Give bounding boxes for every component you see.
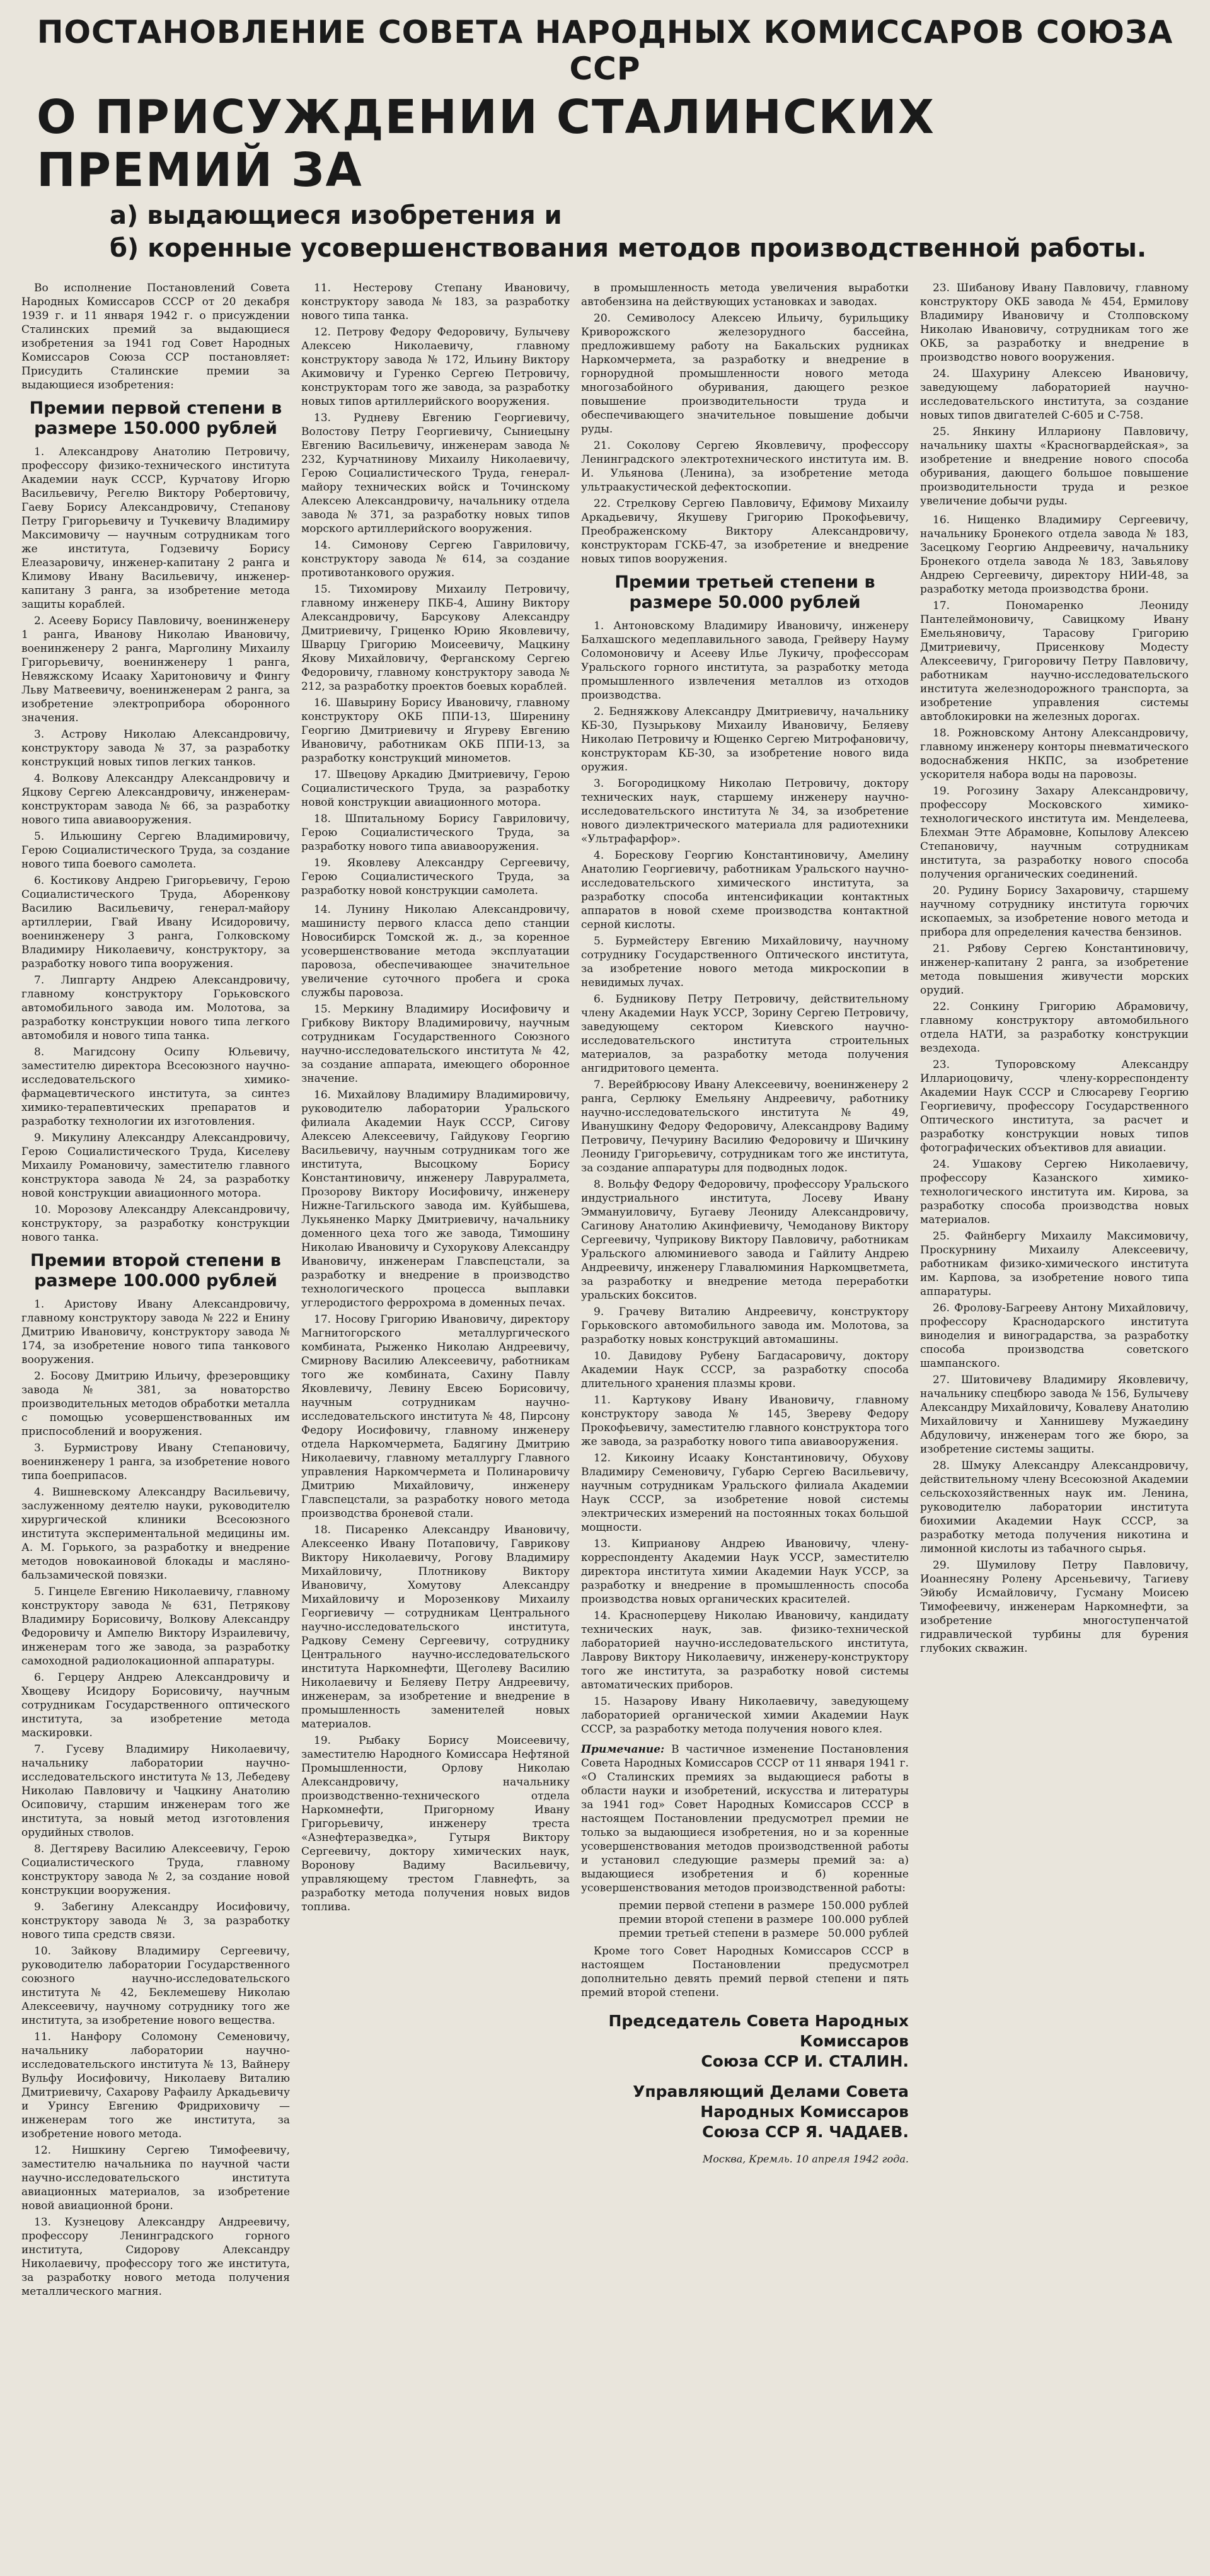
note-extra: Кроме того Совет Народных Комиссаров СССР в настоящем Постановлении предусмотрел дополнительно девять премий первой степени и пять премий второй степени. <box>581 1945 909 1999</box>
award-entry: 12. Петрову Федору Федоровичу, Булычеву Алексею Николаевичу, главному конструктору завода № 172, Ильину Виктору Акимовичу и Гуренко Сергею Петровичу, конструкторам того же завода, за разработку новых типов артиллерийского вооружения. <box>301 326 570 408</box>
award-entry: 12. Кикоину Исааку Константиновичу, Обухову Владимиру Семеновичу, Губарю Сергею Васильевичу, научным сотрудникам Уральского филиала Академии Наук СССР, за изобретение новой системы электрических измерений на постоянных токах большой мощности. <box>581 1452 909 1534</box>
signature-name-2: Союза ССР Я. ЧАДАЕВ. <box>702 2123 909 2141</box>
award-entry: 3. Богородицкому Николаю Петровичу, доктору технических наук, старшему инженеру научно-исследовательского института № 34, за изобретение нового диэлектрического материала для радиотехники «Ультрафарфор». <box>581 777 909 845</box>
award-entry: 17. Пономаренко Леониду Пантелеймоновичу, Савицкому Ивану Емельяновичу, Тарасову Григорию Дмитриевичу, Присенкову Модесту Алексеевичу, Григоровичу Петру Павловичу, работникам научно-исследовательского института железнодорожного транспорта, за изобретение управления системы автоблокировки на железных дорогах. <box>920 600 1189 723</box>
award-entry: 23. Тупоровскому Александру Иллариоцовичу, члену-корреспонденту Академии Наук СССР и Слюсареву Георгию Георгиевичу, профессору Государственного Оптического института, за расчет и разработку конструкции новых типов фотографических объективов для авиации. <box>920 1059 1189 1154</box>
award-entry: 18. Рожновскому Антону Александровичу, главному инженеру конторы пневматического водоснабжения НКПС, за изобретение ускорителя набора воды на паровозы. <box>920 727 1189 781</box>
note-text: В частичное изменение Постановления Совета Народных Комиссаров СССР от 11 января 1941 г. «О Сталинских премиях за выдающиеся работы в области науки и изобретений, искусства и литературы за 1941 год» Совет Народных Комиссаров СССР в настоящем Постановлении предусмотрел премии не только за выдающиеся изобретения, но и за коренные усовершенствования методов производственной работы и установил следующие размеры премий за: а) выдающиеся изобретения и б) коренные усовершенствования методов производственной работы: <box>581 1743 909 1894</box>
award-entry: 11. Картукову Ивану Ивановичу, главному конструктору завода № 145, Звереву Федору Прокофьевичу, заместителю главного конструктора того же завода, за разработку нового типа авиавооружения. <box>581 1394 909 1448</box>
list-first-col3 <box>581 281 909 566</box>
award-entry: в промышленность метода увеличения выработки автобензина на действующих установках и заводах. <box>581 282 909 308</box>
signature-block <box>581 2011 909 2142</box>
award-entry: 24. Ушакову Сергею Николаевичу, профессору Казанского химико-технологического института им. Кирова, за разработку способа производства новых материалов. <box>920 1158 1189 1226</box>
award-entry: 4. Волкову Александру Александровичу и Яцкову Сергею Александровичу, инженерам-конструкторам завода № 66, за разработку нового типа авиавооружения. <box>21 772 290 827</box>
prize-row <box>619 1899 909 1913</box>
award-entry: 21. Соколову Сергею Яковлевичу, профессору Ленинградского электротехнического института им. В. И. Ульянова (Ленина), за изобретение метода ультраакустической дефектоскопии. <box>581 439 909 494</box>
award-entry: 16. Шавырину Борису Ивановичу, главному конструктору ОКБ ППИ-13, Ширенину Георгию Дмитриевичу и Ягуреву Евгению Ивановичу, работникам ОКБ ППИ-13, за разработку конструкций минометов. <box>301 697 570 765</box>
prize-row <box>619 1927 909 1941</box>
prize-value: 50.000 рублей <box>827 1927 909 1940</box>
award-entry: 7. Гусеву Владимиру Николаевичу, начальнику лаборатории научно-исследовательского института № 13, Лебедеву Николаю Павловичу и Чацкину Анатолию Осиповичу, старшим инженерам того же института, за новый метод изготовления орудийных стволов. <box>21 1743 290 1839</box>
prize-row <box>619 1913 909 1927</box>
list-first-col2 <box>301 281 570 898</box>
award-entry: 16. Нищенко Владимиру Сергеевичу, начальнику Бронекого отдела завода № 183, Засецкому Георгию Андреевичу, начальнику Бронекого отдела завода № 183, Завьялову Андрею Сергеевичу, директору НИИ-48, за разработку метода производства брони. <box>920 514 1189 596</box>
award-entry: 10. Зайкову Владимиру Сергеевичу, руководителю лаборатории Государственного союзного научно-исследовательского института № 42, Беклемешеву Николаю Алексеевичу, научному сотруднику того же института, за изобретение нового вещества. <box>21 1945 290 2027</box>
award-entry: 17. Швецову Аркадию Дмитриевичу, Герою Социалистического Труда, за разработку новой конструкции авиационного мотора. <box>301 769 570 809</box>
award-entry: 25. Файнбергу Михаилу Максимовичу, Проскурнину Михаилу Алексеевичу, работникам физико-химического института им. Карпова, за изобретение нового типа аппаратуры. <box>920 1230 1189 1298</box>
award-entry: 1. Александрову Анатолию Петровичу, профессору физико-технического института Академии наук СССР, Курчатову Игорю Васильевичу, Регелю Виктору Робертовичу, Гаеву Борису Александровичу, Степанову Петру Григорьевичу и Тучкевичу Владимиру Максимовичу — научным сотрудникам того же института, Годзевичу Борису Елеазаровичу, инженер-капитану 2 ранга и Климову Ивану Васильевичу, инженер-капитану 3 ранга, за изобретение метода защиты кораблей. <box>21 446 290 611</box>
award-entry: 3. Астрову Николаю Александровичу, конструктору завода № 37, за разработку конструкций новых типов легких танков. <box>21 728 290 769</box>
award-entry: 22. Стрелкову Сергею Павловичу, Ефимову Михаилу Аркадьевичу, Якушеву Григорию Прокофьевичу, Преображенскому Виктору Александровичу, конструкторам ГСКБ-47, за изобретение и внедрение новых типов вооружения. <box>581 497 909 566</box>
award-entry: 17. Носову Григорию Ивановичу, директору Магнитогорского металлургического комбината, Рыженко Николаю Андреевичу, Смирнову Василию Алексеевичу, работникам того же комбината, Сахину Павлу Яковлевичу, Левину Евсею Борисовичу, научным сотрудникам научно-исследовательского института № 48, Пирсону Федору Иосифовичу, главному инженеру отдела Наркомчермета, Бадягину Дмитрию Николаевичу, главному металлургу Главного управления Наркомчермета и Полинаровичу Дмитрию Михайловичу, инженеру Главспецстали, за разработку нового метода производства броневой стали. <box>301 1313 570 1520</box>
award-entry: 13. Киприанову Андрею Ивановичу, члену-корреспонденту Академии Наук УССР, заместителю директора института химии Академии Наук УССР, за разработку и внедрение в промышленность способа производства новых органических красителей. <box>581 1538 909 1606</box>
list-third-col4 <box>920 513 1189 1656</box>
dateline: Москва, Кремль. 10 апреля 1942 года. <box>702 2153 909 2165</box>
award-entry: 23. Шибанову Ивану Павловичу, главному конструктору ОКБ завода № 454, Ермилову Владимиру Ивановичу и Столповскому Николаю Ивановичу, сотрудникам того же ОКБ, за разработку и внедрение в производство нового вооружения. <box>920 282 1189 364</box>
decree-header: ПОСТАНОВЛЕНИЕ СОВЕТА НАРОДНЫХ КОМИССАРОВ СОЮЗА ССР <box>37 14 1173 87</box>
award-entry: 19. Рогозину Захару Александровичу, профессору Московского химико-технологического института им. Менделеева, Блехман Этте Абрамовне, Копылову Алексею Степановичу, научным сотрудникам института, за разработку нового способа получения органических соединений. <box>920 785 1189 881</box>
award-entry: 18. Шпитальному Борису Гавриловичу, Герою Социалистического Труда, за разработку нового типа авиавооружения. <box>301 813 570 853</box>
columns <box>21 281 1189 2576</box>
signature-chadaev <box>581 2082 909 2142</box>
award-entry: 19. Яковлеву Александру Сергеевичу, Герою Социалистического Труда, за разработку новой конструкции самолета. <box>301 857 570 897</box>
note <box>581 1743 909 2000</box>
award-entry: 10. Морозову Александру Александровичу, конструктору, за разработку конструкции нового танка. <box>21 1204 290 1244</box>
award-entry: 24. Шахурину Алексею Ивановичу, заведующему лабораторией научно-исследовательского института, за создание новых типов двигателей С-605 и С-758. <box>920 368 1189 422</box>
section-first-prize: Премии первой степени в размере 150.000 рублей <box>29 398 282 438</box>
award-entry: 9. Микулину Александру Александровичу, Герою Социалистического Труда, Киселеву Михаилу Романовичу, заместителю главного конструктора завода № 24, за разработку новой конструкции авиационного мотора. <box>21 1132 290 1200</box>
column-1 <box>21 281 290 2576</box>
award-entry: 4. Борескову Георгию Константиновичу, Амелину Анатолию Георгиевичу, работникам Уральского научно-исследовательского химического института, за разработку способа интенсификации контактных аппаратов в новой схеме производства контактной серной кислоты. <box>581 849 909 931</box>
list-second-col1 <box>21 1297 290 2299</box>
column-4 <box>920 281 1189 2576</box>
list-third-col3 <box>581 619 909 1736</box>
award-entry: 9. Грачеву Виталию Андреевичу, конструктору Горьковского автомобильного завода им. Молотова, за разработку новых конструкций автомашины. <box>581 1306 909 1346</box>
award-entry: 5. Бурмейстеру Евгению Михайловичу, научному сотруднику Государственного Оптического института, за изобретение нового метода микроскопии в невидимых лучах. <box>581 935 909 989</box>
award-entry: 4. Вишневскому Александру Васильевичу, заслуженному деятелю науки, руководителю хирургической клиники Всесоюзного института экспериментальной медицины им. А. М. Горького, за разработку и внедрение методов новокаиновой блокады и масляно-бальзамической повязки. <box>21 1486 290 1582</box>
award-entry: 2. Босову Дмитрию Ильичу, фрезеровщику завода № 381, за новаторство производительных методов обработки металла с помощью усовершенствованных им приспособлений и вооружения. <box>21 1370 290 1438</box>
award-entry: 7. Верейбрюсову Ивану Алексеевичу, военинженеру 2 ранга, Серлюку Емельяну Андреевичу, работнику научно-исследовательского института № 49, Иванушкину Федору Федоровичу, Александрову Вадиму Петровичу, Печурину Василию Федоровичу и Шичкину Леониду Григорьевичу, сотрудникам того же института, за создание аппаратуры для подводных лодок. <box>581 1079 909 1175</box>
award-entry: 26. Фролову-Багрееву Антону Михайловичу, профессору Краснодарского института виноделия и виноградарства, за разработку способа производства советского шампанского. <box>920 1302 1189 1370</box>
award-entry: 28. Шмуку Александру Александровичу, действительному члену Всесоюзной Академии сельскохозяйственных наук им. Ленина, руководителю лаборатории института биохимии Академии Наук СССР, за разработку метода получения никотина и лимонной кислоты из табачного сырья. <box>920 1459 1189 1555</box>
decree-subtitle-b: б) коренные усовершенствования методов производственной работы. <box>110 234 1147 263</box>
preamble: Во исполнение Постановлений Совета Народных Комиссаров СССР от 20 декабря 1939 г. и 11 января 1942 г. о присуждении Сталинских премий за выдающиеся изобретения за 1941 год Совет Народных Комиссаров Союза ССР постановляет: Присудить Сталинские премии за выдающиеся изобретения: <box>21 282 290 392</box>
signature-stalin <box>581 2011 909 2072</box>
award-entry: 11. Нанфору Соломону Семеновичу, начальнику лаборатории научно-исследовательского института № 13, Вайнеру Вульфу Иосифовичу, Николаеву Виталию Дмитриевичу, Сахарову Рафаилу Аркадьевичу и Уринсу Евгению Фридриховичу — инженерам того же института, за изобретение нового метода. <box>21 2031 290 2140</box>
award-entry: 5. Гинцеле Евгению Николаевичу, главному конструктору завода № 631, Петрякову Владимиру Борисовичу, Волкову Александру Федоровичу и Ампелю Виктору Израилевичу, инженерам того же завода, за разработку самоходной радиолокационной аппаратуры. <box>21 1586 290 1668</box>
award-entry: 15. Меркину Владимиру Иосифовичу и Грибкову Виктору Владимировичу, научным сотрудникам Государственного Союзного научно-исследовательского института № 42, за создание аппарата, имеющего оборонное значение. <box>301 1003 570 1085</box>
award-entry: 11. Нестерову Степану Ивановичу, конструктору завода № 183, за разработку нового типа танка. <box>301 282 570 322</box>
award-entry: 16. Михайлову Владимиру Владимировичу, руководителю лаборатории Уральского филиала Академии Наук СССР, Сигову Алексею Алексеевичу, Гайдукову Георгию Васильевичу, научным сотрудникам того же института, Высоцкому Борису Константиновичу, инженеру Лавруралмета, Прозорову Виктору Иосифовичу, инженеру Нижне-Тагильского завода им. Куйбышева, Лукьяненко Марку Дмитриевичу, начальнику доменного цеха того же завода, Тимошину Николаю Ивановичу и Сухорукову Александру Ивановичу, инженерам Главспецстали, за разработку и внедрение в производство технологического процесса выплавки углеродистого феррохрома в доменных печах. <box>301 1089 570 1309</box>
prize-label: премии второй степени в размере <box>619 1913 814 1926</box>
award-entry: 6. Костикову Андрею Григорьевичу, Герою Социалистического Труда, Абоpенкову Василию Васильевичу, генерал-майору артиллерии, Гвай Ивану Исидоровичу, военинженеру 3 ранга, Голковскому Владимиру Николаевичу, конструктору, за разработку нового типа вооружения. <box>21 874 290 970</box>
section-second-prize: Премии второй степени в размере 100.000 рублей <box>30 1251 281 1291</box>
award-entry: 20. Рудину Борису Захаровичу, старшему научному сотруднику института горючих ископаемых, за изобретение нового метода и прибора для определения качества бензинов. <box>920 885 1189 939</box>
award-entry: 6. Будникову Петру Петровичу, действительному члену Академии Наук УССР, Зорину Сергею Петровичу, заведующему сектором Киевского научно-исследовательского института строительных материалов, за разработку метода получения ангидритового цемента. <box>581 993 909 1075</box>
prize-label: премии третьей степени в размере <box>619 1927 819 1940</box>
award-entry: 13. Кузнецову Александру Андреевичу, профессору Ленинградского горного института, Сидорову Александру Николаевичу, профессору того же института, за разработку нового метода получения металлического магния. <box>21 2216 290 2298</box>
list-first-col1 <box>21 445 290 1244</box>
prize-value: 100.000 рублей <box>821 1913 909 1926</box>
award-entry: 20. Семиволосу Алексею Ильичу, бурильщику Криворожского железорудного бассейна, предложившему работу на Бакальских рудниках Наркомчермета, за разработку и внедрение в горнорудной промышленности нового метода многозабойного обуривания, дающего резкое повышение производительности труда и обеспечивающего значительное повышение добычи руды. <box>581 312 909 436</box>
award-entry: 5. Ильюшину Сергею Владимировичу, Герою Социалистического Труда, за создание нового типа боевого самолета. <box>21 830 290 871</box>
award-entry: 13. Рудневу Евгению Георгиевичу, Волостову Петру Георгиевичу, Сыниецыну Евгению Васильевичу, инженерам завода № 232, Курчатнинову Михаилу Николаевичу, Герою Социалистического Труда, генерал-майору технических войск и Точинскому Алексею Александровичу, начальнику отдела завода № 371, за разработку новых типов морского артиллерийского вооружения. <box>301 412 570 535</box>
award-entry: 15. Назарову Ивану Николаевичу, заведующему лабораторией органической химии Академии Наук СССР, за разработку метода получения нового клея. <box>581 1695 909 1736</box>
column-2 <box>301 281 570 2576</box>
award-entry: 10. Давидову Рубену Багдасаровичу, доктору Академии Наук СССР, за разработку способа длительного хранения плазмы крови. <box>581 1350 909 1390</box>
award-entry: 14. Красноперцеву Николаю Ивановичу, кандидату технических наук, зав. физико-технической лабораторией научно-исследовательского института, Лаврову Виктору Николаевичу, инженеру-конструктору того же института, за разработку новой системы автоматических приборов. <box>581 1610 909 1691</box>
award-entry: 9. Забегину Александру Иосифовичу, конструктору завода № 3, за разработку нового типа средств связи. <box>21 1901 290 1941</box>
award-entry: 25. Янкину Иллариону Павловичу, начальнику шахты «Красногвардейская», за изобретение и внедрение нового способа обуривания, дающего большое повышение производительности труда и резкое увеличение добычи руды. <box>920 426 1189 508</box>
award-entry: 1. Антоновскому Владимиру Ивановичу, инженеру Балхашского медеплавильного завода, Грейверу Наумy Соломоновичу и Асееву Илье Лукичу, профессорам Уральского горного института, за разработку метода промышленного извлечения металлов из отходов производства. <box>581 620 909 702</box>
decree-title: О ПРИСУЖДЕНИИ СТАЛИНСКИХ ПРЕМИЙ ЗА <box>37 90 935 197</box>
award-entry: 12. Нишкину Сергею Тимофеевичу, заместителю начальника по научной части научно-исследовательского института авиационных материалов, за изобретение новой авиационной брони. <box>21 2144 290 2212</box>
award-entry: 8. Дегтяреву Василию Алексеевичу, Герою Социалистического Труда, главному конструктору завода № 2, за создание новой конструкции вооружения. <box>21 1843 290 1897</box>
award-entry: 8. Магидсону Осипу Юльевичу, заместителю директора Всесоюзного научно-исследовательского химико-фармацевтического института, за синтез химико-терапевтических препаратов и разработку технологии их изготовления. <box>21 1046 290 1128</box>
section-third-prize: Премии третьей степени в размере 50.000 рублей <box>614 572 875 612</box>
prize-value: 150.000 рублей <box>821 1900 909 1912</box>
award-entry: 27. Шитовичеву Владимиру Яковлевичу, начальнику спецбюро завода № 156, Булычеву Александру Михайловичу, Ковалеву Анатолию Михайловичу и Ханнишеву Мужаедину Абдуловичу, инженерам того же бюро, за изобретение системы защиты. <box>920 1374 1189 1456</box>
award-entry: 7. Липгарту Андрею Александровичу, главному конструктору Горьковского автомобильного завода им. Молотова, за разработку конструкции нового типа легкого автомобиля и нового типа танка. <box>21 974 290 1042</box>
note-label: Примечание: <box>581 1743 665 1756</box>
decree-subtitle-a: а) выдающиеся изобретения и <box>110 201 562 230</box>
award-entry: 2. Асееву Борису Павловичу, военинженеру 1 ранга, Иванову Николаю Ивановичу, военинженеру 2 ранга, Марголину Михаилу Григорьевичу, военинженеру 1 ранга, Невяжскому Исааку Харитоновичу и Фингу Льву Матвеевичу, военинженерам 2 ранга, за изобретение электроприбора оборонного значения. <box>21 615 290 724</box>
column-3 <box>581 281 909 2576</box>
signature-title-1: Председатель Совета Народных Комиссаров <box>608 2012 909 2050</box>
prize-list <box>619 1899 909 1941</box>
award-entry: 21. Рябову Сергею Константиновичу, инженер-капитану 2 ранга, за изобретение метода повышения живучести морских орудий. <box>920 943 1189 997</box>
award-entry: 18. Писаренко Александру Ивановичу, Алексеенко Ивану Потаповичу, Гаврикову Виктору Николаевичу, Рогову Владимиру Михайловичу, Плотникову Виктору Ивановичу, Хомутову Александру Михайловичу и Морозенкову Михаилу Георгиевичу — сотрудникам Центрального научно-исследовательского института, Радкову Семену Сергеевичу, сотруднику Центрального научно-исследовательского института Наркомнефти, Щеголеву Василию Николаевичу и Беляеву Петру Андреевичу, инженерам, за изобретение и внедрение в промышленность заменителей новых материалов. <box>301 1524 570 1731</box>
prize-label: премии первой степени в размере <box>619 1900 815 1912</box>
award-entry: 14. Симонову Сергею Гавриловичу, конструктору завода № 614, за создание противотанкового оружия. <box>301 539 570 579</box>
award-entry: 15. Тихомирову Михаилу Петровичу, главному инженеру ПКБ-4, Ашину Виктору Александровичу, Барсукову Александру Дмитриевичу, Гриценко Юрию Яковлевичу, Шварцу Григорию Моисеевичу, Мацкину Якову Михайловичу, Ферганскому Сергею Федоровичу, главному конструктору завода № 212, за разработку проектов боевых кораблей. <box>301 583 570 693</box>
award-entry: 6. Герцеру Андрею Александровичу и Хвощеву Исидору Борисовичу, научным сотрудникам Государственного оптического института, за изобретение метода маскировки. <box>21 1671 290 1739</box>
award-entry: 3. Бурмистрову Ивану Степановичу, военинженеру 1 ранга, за изобретение нового типа боеприпасов. <box>21 1442 290 1482</box>
signature-name-1: Союза ССР И. СТАЛИН. <box>701 2052 909 2070</box>
list-col4-top <box>920 281 1189 508</box>
award-entry: 8. Вольфу Федору Федоровичу, профессору Уральского индустриального института, Лосеву Ивану Эммануиловичу, Бугаеву Леониду Александровичу, Сагинову Анатолию Акинфиевичу, Чемоданову Виктору Сергеевичу, Чуприкову Виктору Павловичу, работникам Уральского алюминиевого завода и Гайлиту Андрею Андреевичу, инженеру Главалюминия Наркомцветмета, за разработку и внедрение метода переработки уральских бокситов. <box>581 1178 909 1302</box>
award-entry: 29. Шумилову Петру Павловичу, Иоаннесяну Ролену Арсеньевичу, Тагиеву Эйюбу Исмайловичу, Гусману Моисею Тимофеевичу, инженерам Наркомнефти, за изобретение многоступенчатой гидравлической турбины для бурения глубоких скважин. <box>920 1559 1189 1655</box>
list-second-col2 <box>301 903 570 1914</box>
award-entry: 2. Бедняжкову Александру Дмитриевичу, начальнику КБ-30, Пузырькову Михаилу Ивановичу, Беляеву Николаю Петровичу и Ющенко Сергею Митрофановичу, конструкторам КБ-30, за изобретение нового вида оружия. <box>581 705 909 774</box>
award-entry: 22. Сонкину Григорию Абрамовичу, главному конструктору автомобильного отдела НАТИ, за разработку конструкции вездехода. <box>920 1001 1189 1055</box>
award-entry: 1. Аристову Ивану Александровичу, главному конструктору завода № 222 и Енину Дмитрию Ивановичу, конструктору завода № 174, за изобретение нового типа танкового вооружения. <box>21 1298 290 1366</box>
signature-title-2: Управляющий Делами Совета Народных Комиссаров <box>633 2082 909 2121</box>
award-entry: 14. Лунину Николаю Александровичу, машинисту первого класса депо станции Новосибирск Томской ж. д., за коренное усовершенствование метода эксплуатации паровоза, обеспечивающее значительное увеличение суточного пробега и срока службы паровоза. <box>301 903 570 999</box>
award-entry: 19. Рыбаку Борису Моисеевичу, заместителю Народного Комиссара Нефтяной Промышленности, Орлову Николаю Александровичу, начальнику производственно-технического отдела Наркомнефти, Пригорному Ивану Григорьевичу, инженеру треста «Азнефтеразведка», Гутыря Виктору Сергеевичу, доктору химических наук, Воронову Вадиму Васильевичу, управляющему трестом Главнефть, за разработку метода получения новых видов топлива. <box>301 1734 570 1913</box>
